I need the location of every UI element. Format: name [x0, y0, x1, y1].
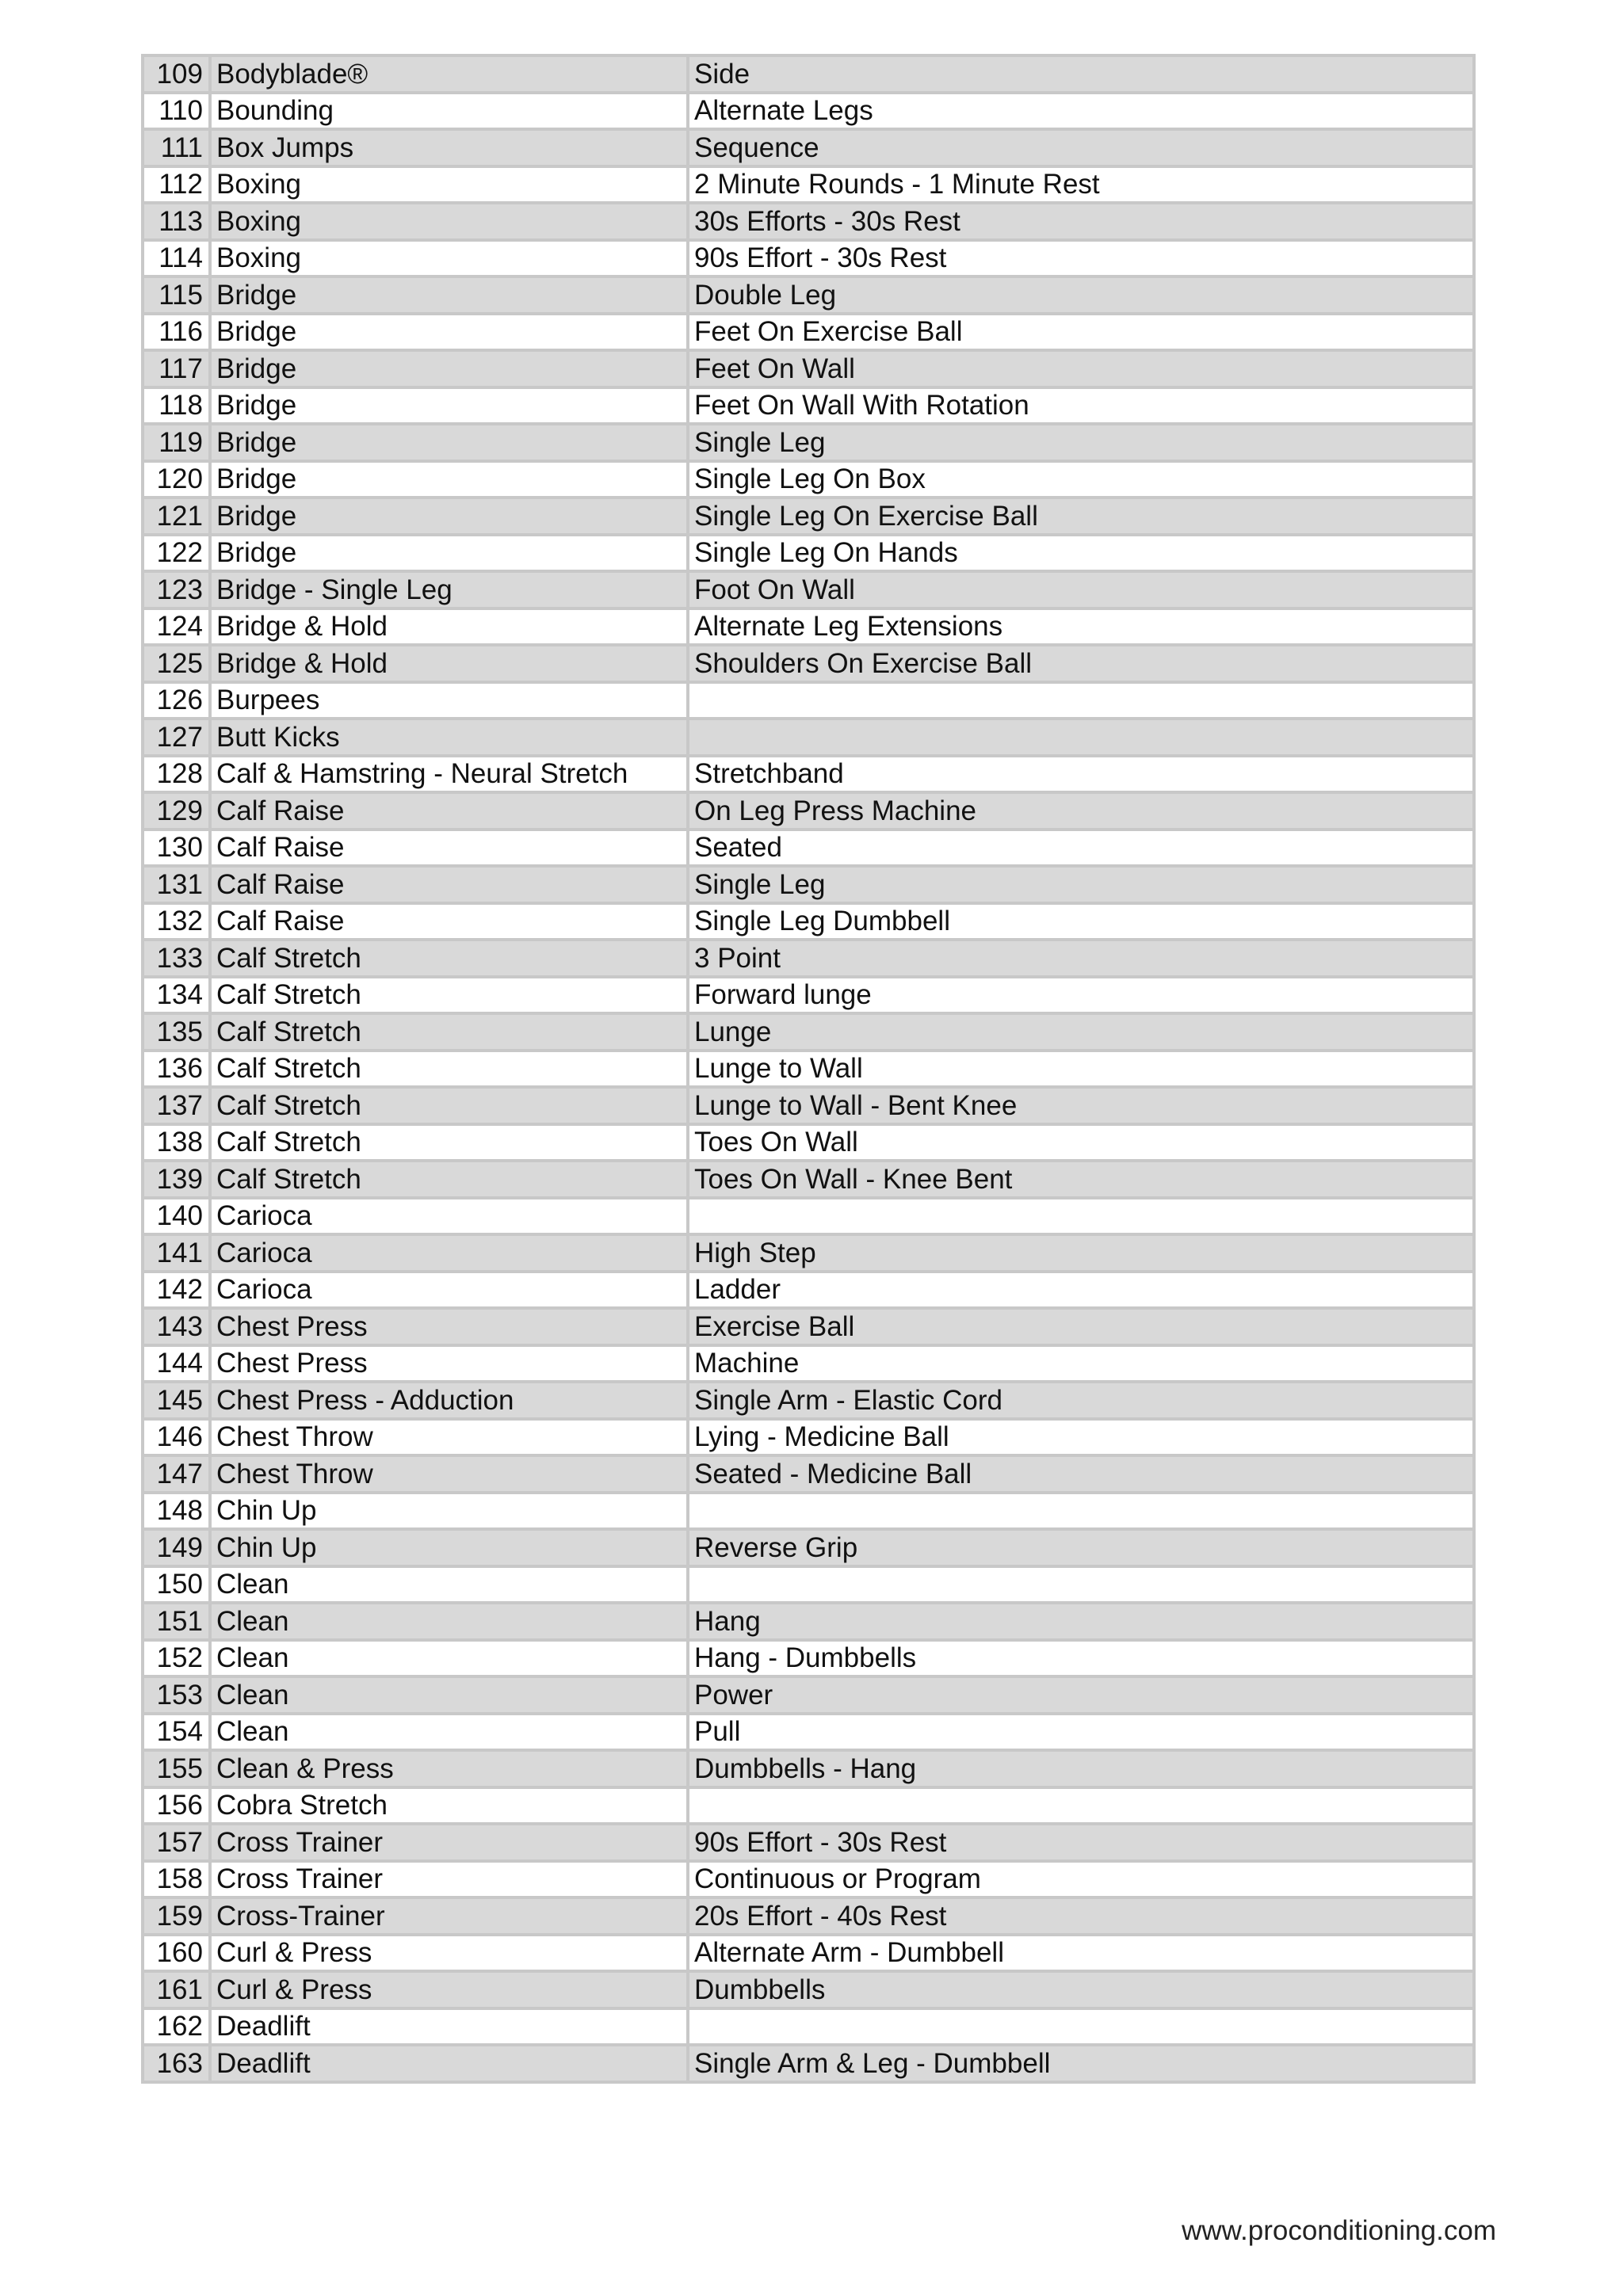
- exercise-variation: Hang: [688, 1603, 1474, 1640]
- row-number: 146: [143, 1419, 210, 1456]
- exercise-variation: Single Leg Dumbbell: [688, 903, 1474, 940]
- exercise-name: Calf & Hamstring - Neural Stretch: [210, 756, 688, 793]
- exercise-name: Curl & Press: [210, 1935, 688, 1972]
- exercise-name: Cross Trainer: [210, 1861, 688, 1898]
- row-number: 163: [143, 2045, 210, 2082]
- row-number: 132: [143, 903, 210, 940]
- exercise-name: Bridge & Hold: [210, 645, 688, 682]
- table-row: [143, 387, 1474, 425]
- table-row: [143, 1676, 1474, 1714]
- row-number: 122: [143, 535, 210, 572]
- exercise-variation: Power: [688, 1676, 1474, 1714]
- table-row: [143, 1714, 1474, 1751]
- exercise-variation: Side: [688, 55, 1474, 93]
- row-number: 110: [143, 93, 210, 130]
- row-number: 135: [143, 1013, 210, 1051]
- exercise-name: Clean: [210, 1640, 688, 1677]
- exercise-name: Cross Trainer: [210, 1824, 688, 1861]
- row-number: 145: [143, 1382, 210, 1419]
- table-row: [143, 645, 1474, 682]
- table-row: [143, 1051, 1474, 1088]
- exercise-variation: [688, 1787, 1474, 1825]
- exercise-name: Calf Stretch: [210, 1087, 688, 1124]
- row-number: 127: [143, 719, 210, 756]
- row-number: 120: [143, 461, 210, 498]
- exercise-name: Calf Stretch: [210, 977, 688, 1014]
- row-number: 136: [143, 1051, 210, 1088]
- exercise-variation: Forward lunge: [688, 977, 1474, 1014]
- table-row: [143, 240, 1474, 277]
- exercise-variation: Single Leg On Hands: [688, 535, 1474, 572]
- table-row: [143, 166, 1474, 204]
- exercise-name: Clean: [210, 1714, 688, 1751]
- exercise-variation: Exercise Ball: [688, 1308, 1474, 1345]
- row-number: 118: [143, 387, 210, 425]
- row-number: 115: [143, 277, 210, 314]
- table-row: [143, 1234, 1474, 1272]
- exercise-name: Chest Throw: [210, 1419, 688, 1456]
- table-row: [143, 608, 1474, 646]
- exercise-name: Calf Raise: [210, 903, 688, 940]
- exercise-variation: Lying - Medicine Ball: [688, 1419, 1474, 1456]
- exercise-variation: Continuous or Program: [688, 1861, 1474, 1898]
- table-row: [143, 350, 1474, 387]
- table-row: [143, 1493, 1474, 1530]
- exercise-variation: Single Leg On Box: [688, 461, 1474, 498]
- exercise-variation: Single Arm - Elastic Cord: [688, 1382, 1474, 1419]
- exercise-name: Carioca: [210, 1272, 688, 1309]
- table-row: [143, 2008, 1474, 2046]
- row-number: 124: [143, 608, 210, 646]
- exercise-name: Chest Press: [210, 1308, 688, 1345]
- table-row: [143, 461, 1474, 498]
- row-number: 148: [143, 1493, 210, 1530]
- exercise-variation: Seated - Medicine Ball: [688, 1455, 1474, 1493]
- exercise-name: Calf Stretch: [210, 1161, 688, 1198]
- table-row: [143, 1272, 1474, 1309]
- exercise-variation: Reverse Grip: [688, 1529, 1474, 1566]
- exercise-name: Carioca: [210, 1198, 688, 1235]
- row-number: 125: [143, 645, 210, 682]
- row-number: 157: [143, 1824, 210, 1861]
- table-row: [143, 571, 1474, 608]
- exercise-variation: Single Leg: [688, 866, 1474, 903]
- exercise-variation: 90s Effort - 30s Rest: [688, 1824, 1474, 1861]
- table-row: [143, 682, 1474, 719]
- table-row: [143, 866, 1474, 903]
- table-row: [143, 1124, 1474, 1161]
- row-number: 147: [143, 1455, 210, 1493]
- table-row: [143, 1161, 1474, 1198]
- exercise-name: Bounding: [210, 93, 688, 130]
- exercise-variation: Machine: [688, 1345, 1474, 1383]
- exercise-name: Curl & Press: [210, 1971, 688, 2008]
- table-row: [143, 535, 1474, 572]
- row-number: 138: [143, 1124, 210, 1161]
- exercise-variation: 90s Effort - 30s Rest: [688, 240, 1474, 277]
- exercise-variation: On Leg Press Machine: [688, 792, 1474, 830]
- table-row: [143, 1750, 1474, 1787]
- row-number: 114: [143, 240, 210, 277]
- exercise-name: Bridge: [210, 461, 688, 498]
- exercise-variation: Single Leg: [688, 424, 1474, 461]
- exercise-variation: Toes On Wall - Knee Bent: [688, 1161, 1474, 1198]
- table-row: [143, 1566, 1474, 1604]
- exercise-table: [141, 54, 1476, 2084]
- table-row: [143, 1087, 1474, 1124]
- row-number: 139: [143, 1161, 210, 1198]
- row-number: 156: [143, 1787, 210, 1825]
- exercise-variation: [688, 1493, 1474, 1530]
- table-row: [143, 903, 1474, 940]
- row-number: 151: [143, 1603, 210, 1640]
- row-number: 162: [143, 2008, 210, 2046]
- exercise-variation: Stretchband: [688, 756, 1474, 793]
- exercise-name: Bridge: [210, 535, 688, 572]
- table-row: [143, 719, 1474, 756]
- exercise-variation: 30s Efforts - 30s Rest: [688, 203, 1474, 240]
- exercise-name: Clean: [210, 1603, 688, 1640]
- row-number: 116: [143, 314, 210, 351]
- exercise-variation: [688, 1566, 1474, 1604]
- exercise-variation: Single Leg On Exercise Ball: [688, 498, 1474, 535]
- exercise-name: Cobra Stretch: [210, 1787, 688, 1825]
- exercise-name: Bridge: [210, 498, 688, 535]
- row-number: 121: [143, 498, 210, 535]
- exercise-name: Bridge & Hold: [210, 608, 688, 646]
- exercise-variation: Feet On Exercise Ball: [688, 314, 1474, 351]
- exercise-name: Bridge: [210, 424, 688, 461]
- exercise-name: Clean & Press: [210, 1750, 688, 1787]
- row-number: 113: [143, 203, 210, 240]
- exercise-name: Calf Raise: [210, 792, 688, 830]
- exercise-variation: 3 Point: [688, 940, 1474, 977]
- row-number: 153: [143, 1676, 210, 1714]
- row-number: 126: [143, 682, 210, 719]
- row-number: 142: [143, 1272, 210, 1309]
- exercise-variation: High Step: [688, 1234, 1474, 1272]
- row-number: 140: [143, 1198, 210, 1235]
- exercise-name: Chest Press: [210, 1345, 688, 1383]
- table-row: [143, 1419, 1474, 1456]
- exercise-name: Bridge: [210, 277, 688, 314]
- table-row: [143, 498, 1474, 535]
- row-number: 128: [143, 756, 210, 793]
- exercise-variation: Alternate Legs: [688, 93, 1474, 130]
- exercise-variation: [688, 682, 1474, 719]
- table-row: [143, 314, 1474, 351]
- exercise-variation: Toes On Wall: [688, 1124, 1474, 1161]
- exercise-variation: [688, 2008, 1474, 2046]
- row-number: 152: [143, 1640, 210, 1677]
- table-row: [143, 1455, 1474, 1493]
- row-number: 154: [143, 1714, 210, 1751]
- exercise-variation: Feet On Wall: [688, 350, 1474, 387]
- exercise-name: Clean: [210, 1566, 688, 1604]
- row-number: 137: [143, 1087, 210, 1124]
- exercise-name: Bridge - Single Leg: [210, 571, 688, 608]
- exercise-name: Calf Stretch: [210, 940, 688, 977]
- row-number: 150: [143, 1566, 210, 1604]
- exercise-name: Deadlift: [210, 2008, 688, 2046]
- exercise-name: Boxing: [210, 240, 688, 277]
- row-number: 160: [143, 1935, 210, 1972]
- exercise-name: Chest Throw: [210, 1455, 688, 1493]
- row-number: 149: [143, 1529, 210, 1566]
- table-row: [143, 1198, 1474, 1235]
- table-row: [143, 55, 1474, 93]
- table-row: [143, 830, 1474, 867]
- table-row: [143, 1897, 1474, 1935]
- exercise-variation: Alternate Leg Extensions: [688, 608, 1474, 646]
- exercise-name: Deadlift: [210, 2045, 688, 2082]
- table-row: [143, 424, 1474, 461]
- row-number: 131: [143, 866, 210, 903]
- exercise-variation: Double Leg: [688, 277, 1474, 314]
- table-row: [143, 1824, 1474, 1861]
- exercise-variation: Foot On Wall: [688, 571, 1474, 608]
- exercise-variation: Lunge to Wall - Bent Knee: [688, 1087, 1474, 1124]
- table-row: [143, 1861, 1474, 1898]
- exercise-variation: Lunge to Wall: [688, 1051, 1474, 1088]
- row-number: 129: [143, 792, 210, 830]
- row-number: 161: [143, 1971, 210, 2008]
- exercise-variation: 2 Minute Rounds - 1 Minute Rest: [688, 166, 1474, 204]
- exercise-name: Chin Up: [210, 1529, 688, 1566]
- table-row: [143, 203, 1474, 240]
- exercise-name: Carioca: [210, 1234, 688, 1272]
- table-row: [143, 1603, 1474, 1640]
- row-number: 143: [143, 1308, 210, 1345]
- exercise-variation: Ladder: [688, 1272, 1474, 1309]
- exercise-variation: Hang - Dumbbells: [688, 1640, 1474, 1677]
- table-row: [143, 1382, 1474, 1419]
- table-row: [143, 129, 1474, 166]
- table-row: [143, 277, 1474, 314]
- exercise-name: Boxing: [210, 203, 688, 240]
- exercise-name: Bridge: [210, 387, 688, 425]
- exercise-name: Clean: [210, 1676, 688, 1714]
- row-number: 119: [143, 424, 210, 461]
- exercise-name: Calf Raise: [210, 866, 688, 903]
- row-number: 111: [143, 129, 210, 166]
- exercise-name: Chin Up: [210, 1493, 688, 1530]
- exercise-name: Calf Raise: [210, 830, 688, 867]
- table-row: [143, 1308, 1474, 1345]
- footer-url[interactable]: www.proconditioning.com: [1182, 2215, 1496, 2246]
- row-number: 133: [143, 940, 210, 977]
- row-number: 158: [143, 1861, 210, 1898]
- table-row: [143, 1935, 1474, 1972]
- table-row: [143, 2045, 1474, 2082]
- exercise-variation: Sequence: [688, 129, 1474, 166]
- exercise-name: Bridge: [210, 350, 688, 387]
- table-row: [143, 1529, 1474, 1566]
- exercise-variation: Single Arm & Leg - Dumbbell: [688, 2045, 1474, 2082]
- table-row: [143, 756, 1474, 793]
- exercise-variation: Seated: [688, 830, 1474, 867]
- table-row: [143, 1787, 1474, 1825]
- table-row: [143, 1345, 1474, 1383]
- exercise-name: Calf Stretch: [210, 1051, 688, 1088]
- exercise-name: Calf Stretch: [210, 1124, 688, 1161]
- table-row: [143, 1640, 1474, 1677]
- table-row: [143, 93, 1474, 130]
- table-row: [143, 1971, 1474, 2008]
- exercise-variation: Alternate Arm - Dumbbell: [688, 1935, 1474, 1972]
- exercise-variation: [688, 719, 1474, 756]
- exercise-variation: Pull: [688, 1714, 1474, 1751]
- exercise-variation: Dumbbells: [688, 1971, 1474, 2008]
- exercise-name: Burpees: [210, 682, 688, 719]
- exercise-variation: Lunge: [688, 1013, 1474, 1051]
- exercise-name: Calf Stretch: [210, 1013, 688, 1051]
- row-number: 155: [143, 1750, 210, 1787]
- exercise-variation: 20s Effort - 40s Rest: [688, 1897, 1474, 1935]
- exercise-name: Cross-Trainer: [210, 1897, 688, 1935]
- table-row: [143, 977, 1474, 1014]
- row-number: 130: [143, 830, 210, 867]
- exercise-variation: Dumbbells - Hang: [688, 1750, 1474, 1787]
- row-number: 134: [143, 977, 210, 1014]
- exercise-name: Chest Press - Adduction: [210, 1382, 688, 1419]
- row-number: 109: [143, 55, 210, 93]
- exercise-name: Butt Kicks: [210, 719, 688, 756]
- exercise-name: Box Jumps: [210, 129, 688, 166]
- exercise-variation: Feet On Wall With Rotation: [688, 387, 1474, 425]
- row-number: 112: [143, 166, 210, 204]
- exercise-name: Bodyblade®: [210, 55, 688, 93]
- exercise-variation: [688, 1198, 1474, 1235]
- exercise-table-body: [143, 55, 1474, 2082]
- exercise-name: Boxing: [210, 166, 688, 204]
- table-row: [143, 1013, 1474, 1051]
- row-number: 144: [143, 1345, 210, 1383]
- exercise-name: Bridge: [210, 314, 688, 351]
- table-row: [143, 940, 1474, 977]
- row-number: 141: [143, 1234, 210, 1272]
- row-number: 159: [143, 1897, 210, 1935]
- table-row: [143, 792, 1474, 830]
- exercise-variation: Shoulders On Exercise Ball: [688, 645, 1474, 682]
- row-number: 117: [143, 350, 210, 387]
- row-number: 123: [143, 571, 210, 608]
